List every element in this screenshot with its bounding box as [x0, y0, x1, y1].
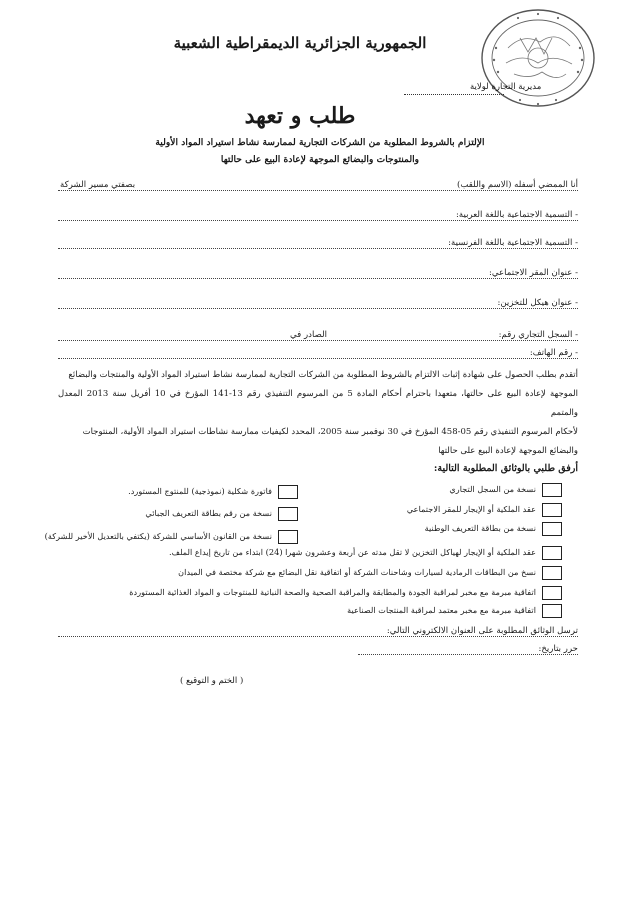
checkbox[interactable]	[278, 485, 298, 499]
field-date[interactable]	[58, 644, 578, 658]
request-line-2: الموجهة لإعادة البيع على حالتها، متعهدا باحترام أحكام المادة 5 من المرسوم التنفيذي رقم 13-141 المؤرخ في 10 أفريل سنة 2013 المعدل والمتمم	[58, 389, 578, 418]
field-undersigned-label: أنا الممضي أسفله (الاسم واللقب)	[457, 180, 578, 190]
seal-and-signature-label: ( الختم و التوقيع )	[180, 676, 244, 686]
field-email-label: ترسل الوثائق المطلوبة على العنوان الالكتروني التالي:	[386, 626, 578, 636]
attachment-industrial-lab-agreement[interactable]: اتفاقية مبرمة مع مخبر معتمد لمراقبة المنتجات الصناعية	[82, 604, 562, 620]
checkbox[interactable]	[542, 586, 562, 600]
field-email[interactable]	[58, 626, 578, 640]
field-date-label: حرر بتاريخ:	[538, 644, 578, 654]
official-stamp	[478, 8, 596, 112]
field-issued-on-label: الصادر في	[290, 330, 328, 340]
field-name-fr-label: - التسمية الاجتماعية باللغة الفرنسية:	[448, 238, 578, 248]
field-phone-label: - رقم الهاتف:	[529, 348, 578, 358]
checkbox[interactable]	[278, 530, 298, 544]
field-hq-address-label: - عنوان المقر الاجتماعي:	[489, 268, 578, 278]
field-name-fr[interactable]	[58, 238, 578, 252]
request-line-4: والبضائع الموجهة لإعادة البيع على حالتها	[438, 446, 578, 456]
checkbox[interactable]	[278, 507, 298, 521]
field-name-ar-label: - التسمية الاجتماعية باللغة العربية:	[456, 210, 578, 220]
request-line-3: لأحكام المرسوم التنفيذي رقم 05-458 المؤرخ في 30 نوفمبر سنة 2005، المحدد لكيفيات ممارسة نشاطات استيراد المواد الأولية، المنتوجات	[82, 427, 578, 437]
attachment-national-id[interactable]: نسخة من بطاقة التعريف الوطنية	[322, 522, 562, 538]
field-undersigned[interactable]	[58, 180, 578, 194]
attachment-quality-lab-agreement[interactable]: اتفاقية مبرمة مع مخبر لمراقبة الجودة والمطابقة والمراقبة الصحية والصحة النباتية للمنتوجات و المواد الغذائية المستوردة	[82, 586, 562, 602]
field-register-no-label: - السجل التجاري رقم:	[498, 330, 578, 340]
attachment-company-statute[interactable]: نسخة من القانون الأساسي للشركة (يكتفي بالتعديل الأخير للشركة)	[22, 530, 298, 546]
stamp-caption: مديرية التجارة لولاية	[470, 82, 542, 92]
field-register-no[interactable]	[58, 330, 578, 344]
attachment-proforma-invoice[interactable]: فاتورة شكلية (نموذجية) للمنتوج المستورد.	[38, 485, 298, 501]
document-title: طلب و تعهد	[244, 103, 356, 129]
subtitle-line-2: والمنتوجات والبضائع الموجهة لإعادة البيع على حالتها	[220, 154, 420, 165]
field-name-ar[interactable]	[58, 210, 578, 224]
field-undersigned-role: بصفتي مسير الشركة	[60, 180, 136, 190]
checkbox[interactable]	[542, 522, 562, 536]
request-line-1: أتقدم بطلب الحصول على شهادة إثبات الالتزام بالشروط المطلوبة من الشركات التجارية لممارسة نشاط استيراد المواد الأولية والمنتجات والبضائع	[68, 370, 578, 380]
checkbox[interactable]	[542, 566, 562, 580]
subtitle-line-1: الإلتزام بالشروط المطلوبة من الشركات التجارية لممارسة نشاط استيراد المواد الأولية	[155, 137, 485, 148]
checkbox[interactable]	[542, 604, 562, 618]
field-storage-address[interactable]	[58, 298, 578, 312]
attachment-hq-lease[interactable]: عقد الملكية أو الإيجار للمقر الاجتماعي	[322, 503, 562, 519]
field-hq-address[interactable]	[58, 268, 578, 282]
checkbox[interactable]	[542, 503, 562, 517]
checkbox[interactable]	[542, 483, 562, 497]
checkbox[interactable]	[542, 546, 562, 560]
attachment-storage-lease[interactable]: عقد الملكية أو الإيجار لهياكل التخزين لا تقل مدته عن أربعة وعشرون شهرا (24) ابتداء من تاريخ إيداع الملف.	[82, 546, 562, 562]
attachment-tax-id[interactable]: نسخة من رقم بطاقة التعريف الجبائي	[38, 507, 298, 523]
field-phone[interactable]	[58, 348, 578, 362]
field-storage-address-label: - عنوان هيكل للتخزين:	[497, 298, 578, 308]
attachments-heading: أرفق طلبي بالوثائق المطلوبة التالية:	[433, 463, 578, 474]
attachment-vehicle-cards[interactable]: نسخ من البطاقات الرمادية لسيارات وشاحنات الشركة أو اتفاقية نقل البضائع مع شركة مختصة في الميدان	[82, 566, 562, 582]
request-paragraph	[58, 366, 578, 461]
attachment-commercial-register[interactable]: نسخة من السجل التجاري	[322, 483, 562, 499]
republic-title: الجمهورية الجزائرية الديمقراطية الشعبية	[173, 34, 427, 52]
